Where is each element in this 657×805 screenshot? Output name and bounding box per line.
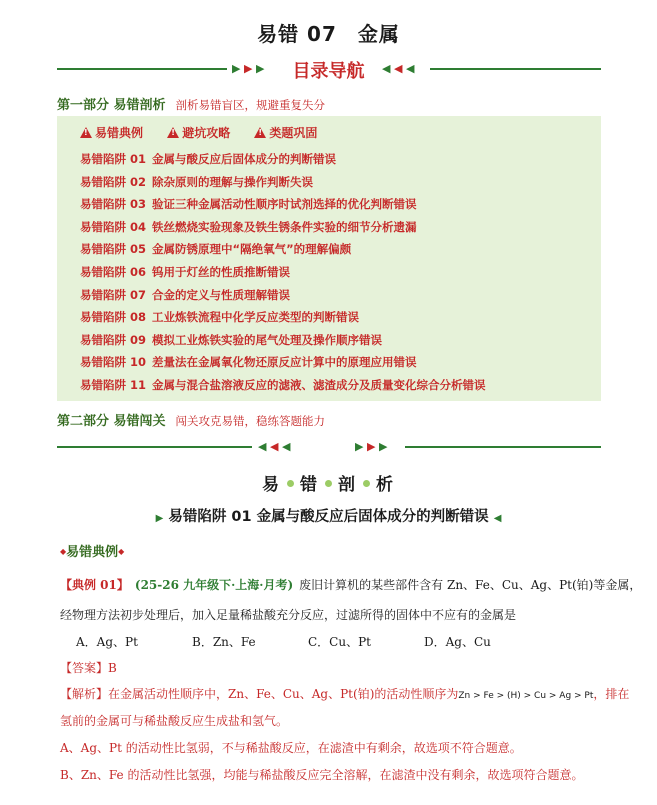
document-title: 易错 07 金属	[257, 22, 400, 46]
option-a[interactable]: A．Ag、Pt	[76, 635, 138, 649]
warning-icon	[80, 127, 92, 138]
warning-icon	[167, 127, 179, 138]
part2-header	[57, 410, 325, 429]
options	[76, 633, 540, 650]
divider-line	[405, 446, 601, 448]
example-line-2: 经物理方法初步处理后，加入足量稀盐酸充分反应，过滤所得的固体中不应有的金属是	[60, 608, 517, 622]
answer-line	[60, 659, 117, 676]
triangle-right-icon: ▶	[155, 513, 164, 524]
divider-line	[57, 446, 252, 448]
section-title: 易 错 剖 析	[262, 475, 395, 495]
part1-header	[57, 94, 325, 113]
arrow-decoration-left: ▶ ▶ ▶	[232, 62, 265, 75]
tab-strategy[interactable]: ! 避坑攻略	[167, 126, 230, 140]
toc-item[interactable]: 易错陷阱 08 工业炼铁流程中化学反应类型的判断错误	[80, 310, 360, 324]
toc-item[interactable]: 易错陷阱 02 除杂原则的理解与操作判断失误	[80, 175, 314, 189]
arrow-decoration-right: ▶ ▶ ▶	[355, 440, 388, 453]
toc-item[interactable]: 易错陷阱 03 验证三种金属活动性顺序时试剂选择的优化判断错误	[80, 197, 417, 211]
tab-practice[interactable]: ! 类题巩固	[254, 126, 317, 140]
divider-line	[430, 68, 601, 70]
toc-item[interactable]: 易错陷阱 10 差量法在金属氧化物还原反应计算中的原理应用错误	[80, 355, 417, 369]
example-text: 废旧计算机的某些部件含有 Zn、Fe、Cu、Ag、Pt(铂)等金属，	[299, 578, 642, 592]
toc-item[interactable]: 易错陷阱 06 钨用于灯丝的性质推断错误	[80, 265, 291, 279]
toc-item[interactable]: 易错陷阱 04 铁丝燃烧实验现象及铁生锈条件实验的细节分析遗漏	[80, 220, 417, 234]
part1-label: 第一部分 易错剖析	[57, 98, 166, 113]
example-line-1	[60, 576, 641, 593]
diamond-icon: ◆	[60, 547, 67, 556]
part1-desc: 剖析易错盲区，规避重复失分	[175, 98, 326, 112]
example-source: (25-26 九年级下·上海·月考)	[134, 578, 294, 592]
part2-desc: 闯关攻克易错，稳练答题能力	[175, 414, 326, 428]
analysis-tag: 【解析】	[60, 687, 109, 701]
analysis-line-3: A、Ag、Pt 的活动性比氢弱，不与稀盐酸反应，在滤渣中有剩余，故选项不符合题意。	[60, 741, 522, 755]
option-b[interactable]: B．Zn、Fe	[192, 635, 256, 649]
toc-item[interactable]: 易错陷阱 07 合金的定义与性质理解错误	[80, 288, 291, 302]
toc-tabs	[80, 124, 337, 141]
warning-icon	[254, 127, 266, 138]
diamond-icon: ◆	[118, 547, 125, 556]
analysis-line-4: B、Zn、Fe 的活动性比氢强，均能与稀盐酸反应完全溶解，在滤渣中没有剩余，故选项符合题意。	[60, 768, 584, 782]
toc-item[interactable]: 易错陷阱 11 金属与混合盐溶液反应的滤液、滤渣成分及质量变化综合分析错误	[80, 378, 486, 392]
tab-example[interactable]: !易错典例	[80, 126, 143, 140]
answer-tag: 【答案】	[60, 661, 109, 675]
answer-value: B	[108, 661, 117, 675]
activity-formula: Zn > Fe > (H) > Cu > Ag > Pt	[458, 691, 594, 701]
dot-icon	[325, 480, 332, 487]
arrow-decoration-left: ◀ ◀ ◀	[258, 440, 291, 453]
option-c[interactable]: C．Cu、Pt	[308, 635, 371, 649]
toc-item[interactable]: 易错陷阱 05 金属防锈原理中“隔绝氧气”的理解偏颇	[80, 242, 352, 256]
example-tag: 【典例 01】	[60, 578, 129, 592]
triangle-left-icon: ◀	[493, 513, 502, 524]
toc-item[interactable]: 易错陷阱 09 模拟工业炼铁实验的尾气处理及操作顺序错误	[80, 333, 383, 347]
toc-item[interactable]: 易错陷阱 01 金属与酸反应后固体成分的判断错误	[80, 152, 337, 166]
analysis-line-2: 氢前的金属可与稀盐酸反应生成盐和氢气。	[60, 714, 289, 728]
dot-icon	[287, 480, 294, 487]
arrow-decoration-right: ◀ ◀ ◀	[382, 62, 415, 75]
dot-icon	[363, 480, 370, 487]
example-heading: ◆易错典例◆	[60, 545, 125, 560]
option-d[interactable]: D．Ag、Cu	[424, 635, 491, 649]
nav-title: 目录导航	[292, 61, 365, 82]
analysis-line-1: 【解析】在金属活动性顺序中，Zn、Fe、Cu、Ag、Pt(铂)的活动性顺序为Zn > Fe > (H) > Cu > Ag > Pt，排在	[60, 687, 630, 701]
part2-label: 第二部分 易错闯关	[57, 414, 166, 429]
trap-title: ▶ 易错陷阱 01 金属与酸反应后固体成分的判断错误 ◀	[155, 509, 502, 525]
